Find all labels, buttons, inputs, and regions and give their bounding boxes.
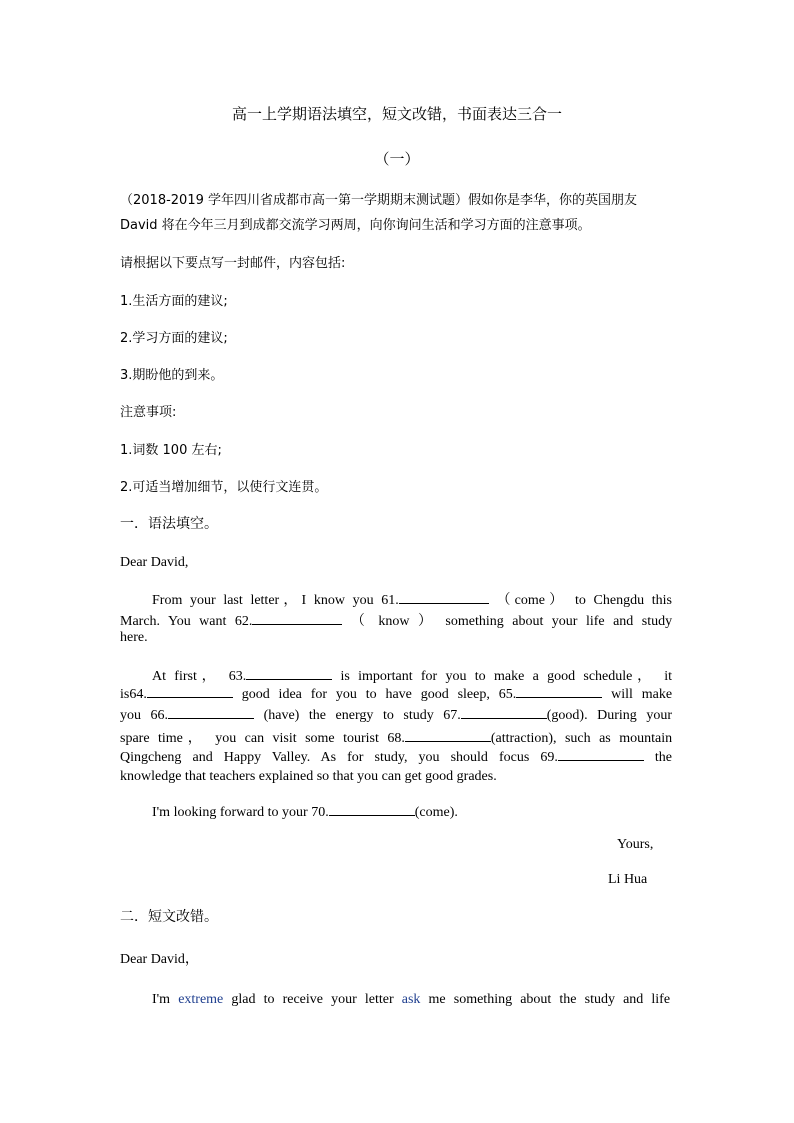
point-item: 3.期盼他的到来。 xyxy=(120,368,224,383)
point-item: 2.学习方面的建议; xyxy=(120,331,228,346)
answer-blank[interactable] xyxy=(329,803,415,816)
letter-greeting: Dear David, xyxy=(120,555,189,570)
paragraph-line: knowledge that teachers explained so that you can get good grades. xyxy=(120,769,497,784)
answer-blank[interactable] xyxy=(558,748,644,761)
point-item: 1.生活方面的建议; xyxy=(120,294,228,309)
answer-blank[interactable] xyxy=(461,706,547,719)
letter-greeting: Dear David， xyxy=(120,952,199,967)
prompt-text: 请根据以下要点写一封邮件，内容包括: xyxy=(120,256,346,271)
answer-blank[interactable] xyxy=(252,612,342,625)
answer-blank[interactable] xyxy=(147,685,233,698)
paragraph-line: is64. good idea for you to have good sleep, 65. will make xyxy=(120,687,673,702)
paragraph-line: I'm looking forward to your 70. (come). xyxy=(152,805,458,820)
part-number: （一） xyxy=(374,150,420,168)
paragraph-line: you 66. (have) the energy to study 67. (good). During your xyxy=(120,708,673,723)
paragraph-line: At first， 63. is important for you to make a good schedule， it xyxy=(152,669,673,684)
paragraph-line: March. You want 62. （ know ） something about your life and study xyxy=(120,614,673,629)
intro-line-2: David 将在今年三月到成都交流学习两周，向你询问生活和学习方面的注意事项。 xyxy=(120,218,591,233)
answer-blank[interactable] xyxy=(405,729,491,742)
letter-signature: Li Hua xyxy=(608,872,648,887)
answer-blank[interactable] xyxy=(246,667,332,680)
document-title: 高一上学期语法填空，短文改错，书面表达三合一 xyxy=(231,105,562,123)
letter-closing: Yours, xyxy=(617,837,654,852)
note-item: 1.词数 100 左右; xyxy=(120,443,222,458)
note-item: 2.可适当增加细节，以使行文连贯。 xyxy=(120,480,328,495)
section-heading: 二．短文改错。 xyxy=(120,909,218,925)
section-heading: 一．语法填空。 xyxy=(120,516,218,532)
answer-blank[interactable] xyxy=(168,706,254,719)
notes-heading: 注意事项: xyxy=(120,405,177,420)
paragraph-line: spare time， you can visit some tourist 68. (attraction), such as mountain xyxy=(120,731,673,746)
answer-blank[interactable] xyxy=(516,685,602,698)
paragraph-line: From your last letter，I know you 61. （come） to Chengdu this xyxy=(152,593,672,608)
intro-line-1: （2018-2019 学年四川省成都市高一第一学期期末测试题）假如你是李华，你的英国朋友 xyxy=(120,193,637,208)
answer-blank[interactable] xyxy=(399,591,489,604)
paragraph-line: I'm extreme glad to receive your letter ask me something about the study and life xyxy=(152,992,671,1007)
paragraph-line: here. xyxy=(120,630,148,645)
paragraph-line: Qingcheng and Happy Valley. As for study, you should focus 69. the xyxy=(120,750,673,765)
